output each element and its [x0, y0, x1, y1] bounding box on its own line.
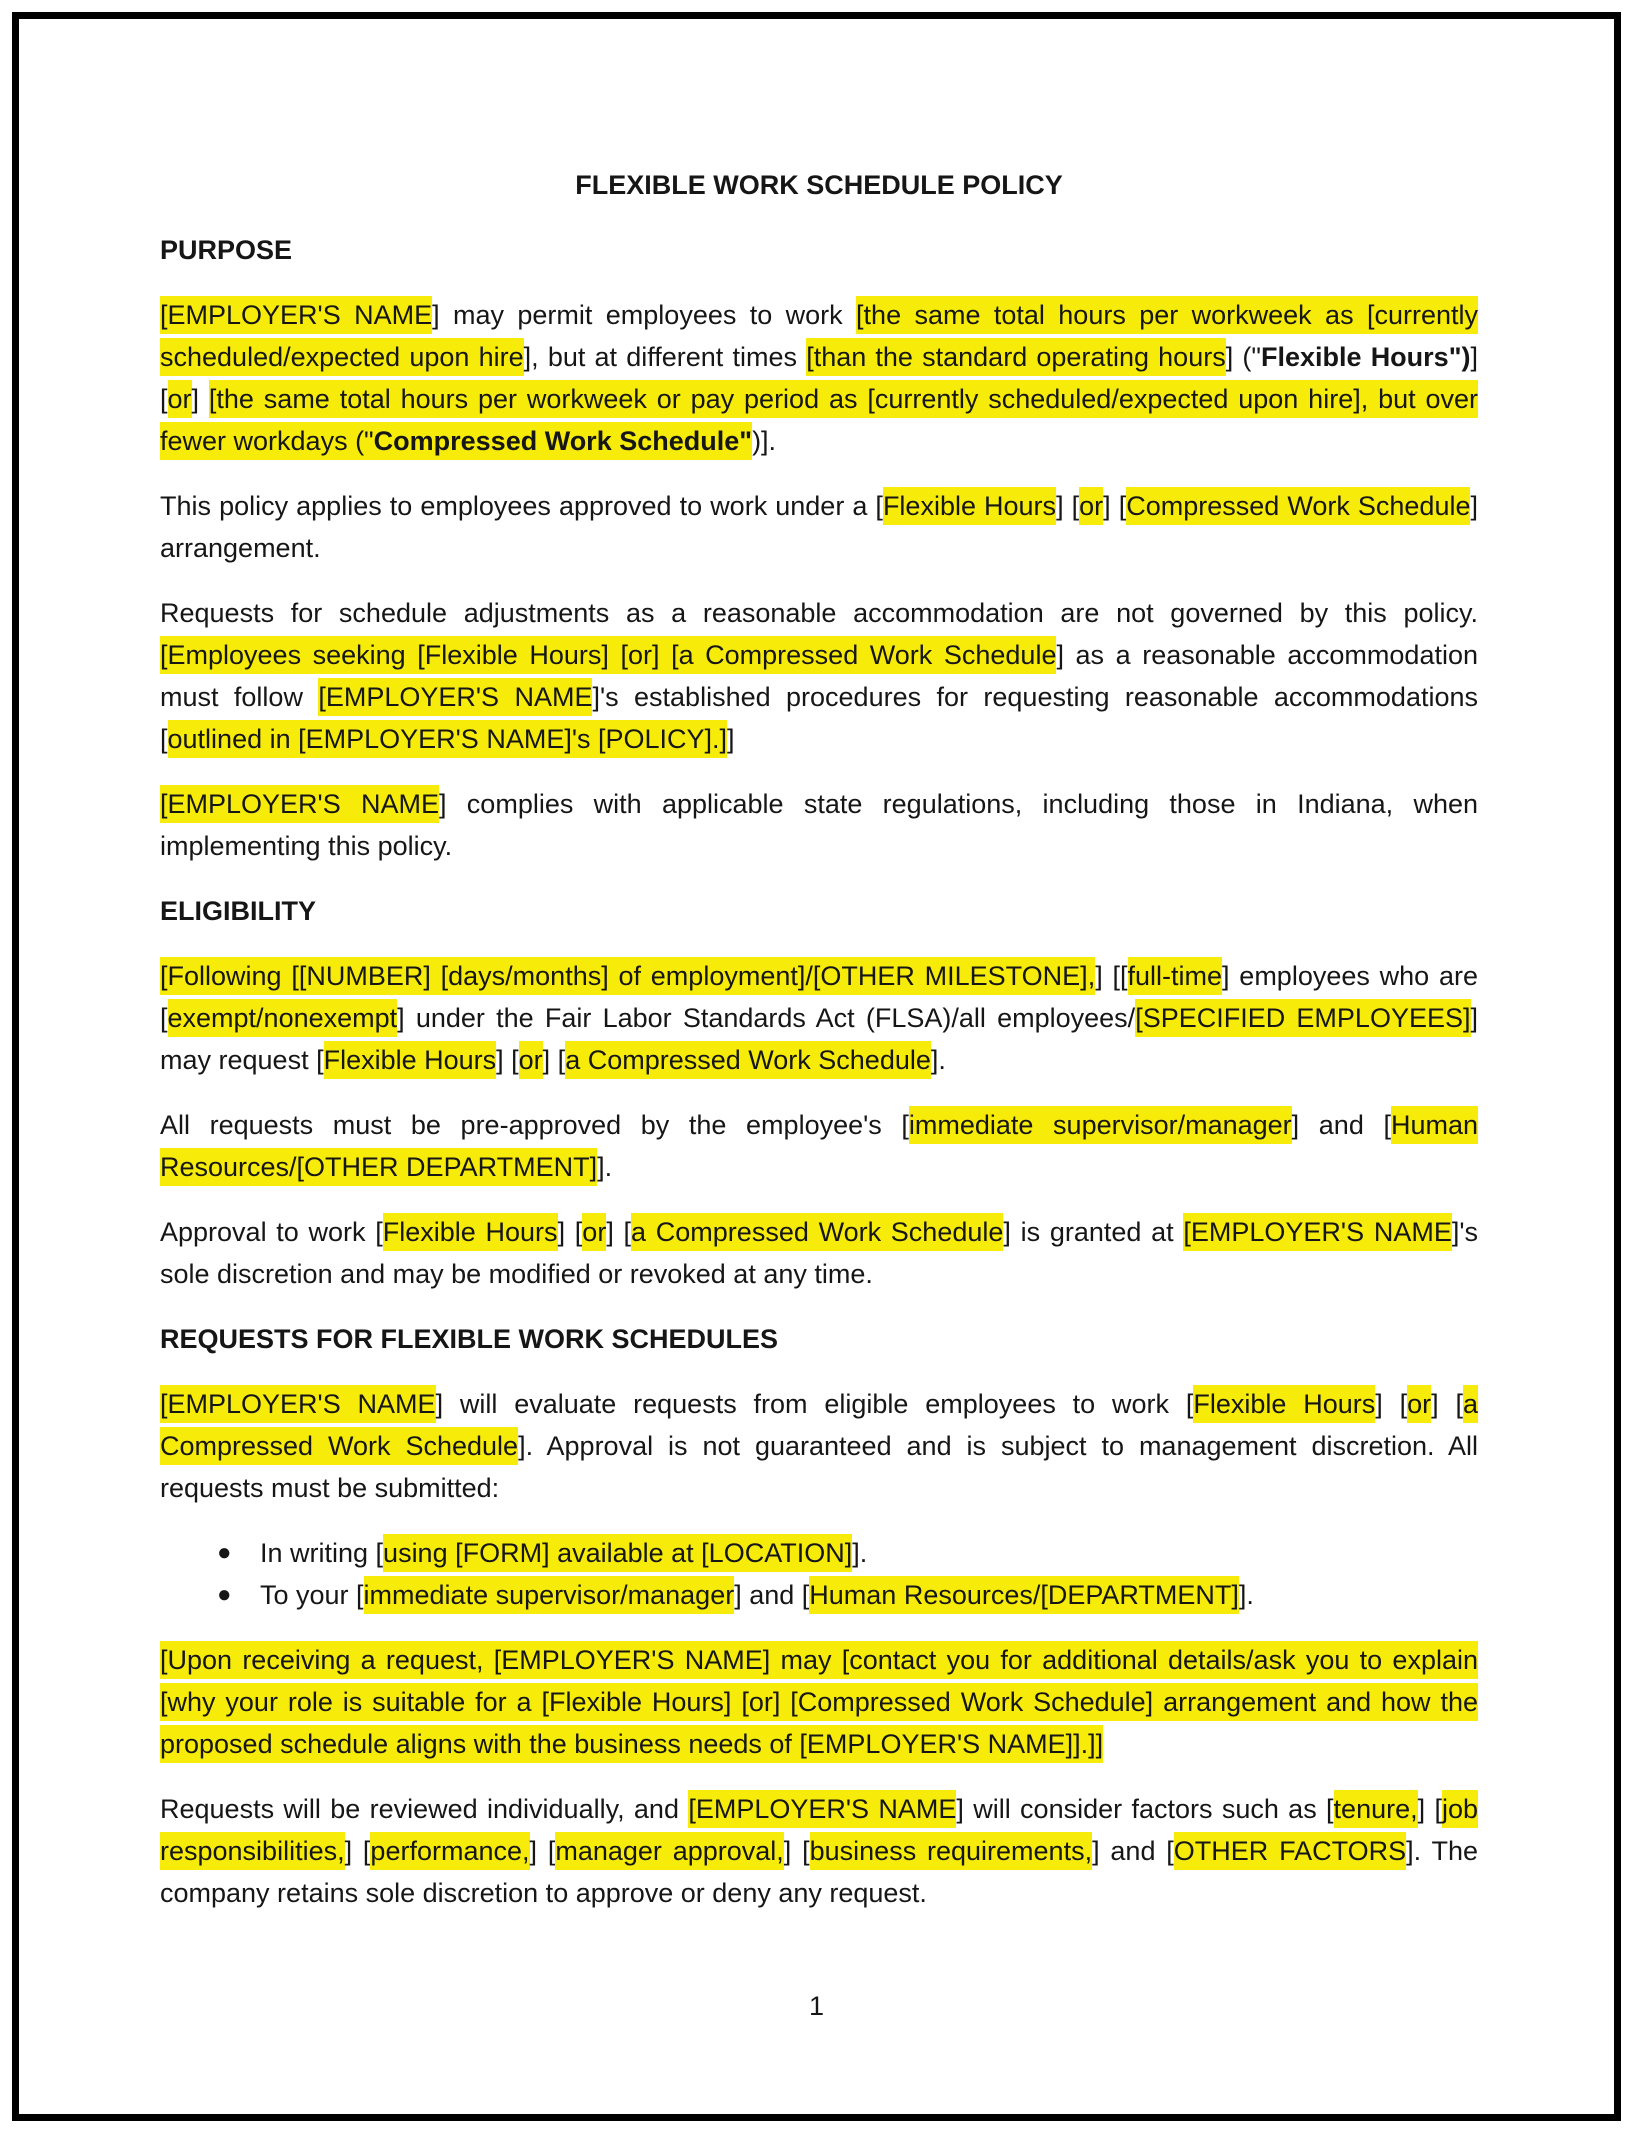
highlight-run: or: [582, 1213, 606, 1251]
text-run: ] will evaluate requests from eligible employees to work [: [435, 1389, 1194, 1419]
bullet-item: [160, 1574, 1478, 1616]
highlight-run: [EMPLOYER'S NAME: [318, 678, 592, 716]
text-run: ] [: [1375, 1389, 1408, 1419]
text-run: ] [: [542, 1045, 566, 1075]
text-run: ]'s sole discretion and may be modified or revoked at any time.: [160, 1217, 1478, 1289]
highlight-run: exempt/nonexempt: [168, 999, 398, 1037]
paragraph: [160, 1383, 1478, 1509]
text-run: ] [: [496, 1045, 519, 1075]
highlight-run: or: [1407, 1385, 1431, 1423]
highlight-run: a Compressed Work Schedule: [631, 1213, 1003, 1251]
text-run: ] [: [783, 1836, 810, 1866]
highlight-run: performance,: [370, 1832, 529, 1870]
highlight-run: or: [168, 380, 192, 418]
highlight-run: outlined in [EMPLOYER'S NAME]'s [POLICY].]: [168, 720, 728, 758]
highlight-run: Human Resources/[DEPARTMENT]: [809, 1576, 1239, 1614]
paragraph: [160, 1788, 1478, 1914]
highlight-run: [SPECIFIED EMPLOYEES]: [1135, 999, 1470, 1037]
highlight-run: a Compressed Work Schedule: [160, 1385, 1478, 1465]
text-run: ] [: [160, 342, 1479, 414]
text-run: ].: [597, 1152, 613, 1182]
text-run: ] arrangement.: [160, 491, 1478, 563]
text-run: ]. Approval is not guaranteed and is subject to management discretion. All requests must be submitted:: [160, 1431, 1479, 1503]
text-run: ] [: [344, 1836, 371, 1866]
highlight-run: [Upon receiving a request, [EMPLOYER'S NAME] may [contact you for additional details/ask you to explain [why your role is suitable for a [Flexible Hours] [or] [Compressed Work Schedule] arrangement and how the proposed schedule aligns with the business needs of [EMPLOYER'S NAME]].]]: [160, 1641, 1478, 1763]
text-run: )].: [752, 426, 777, 456]
paragraph: [160, 1639, 1478, 1765]
text-run: ] under the Fair Labor Standards Act (FLSA)/all employees/: [397, 1003, 1136, 1033]
highlight-run: or: [1079, 487, 1103, 525]
highlight-run: [EMPLOYER'S NAME: [160, 296, 432, 334]
highlight-run: full-time: [1128, 957, 1223, 995]
document-body: [160, 229, 1478, 1914]
highlight-run: immediate supervisor/manager: [364, 1576, 735, 1614]
highlight-run: immediate supervisor/manager: [909, 1106, 1292, 1144]
text-run: ] employees who are [: [160, 961, 1478, 1033]
text-run: ] may permit employees to work: [432, 300, 857, 330]
highlight-run: Flexible Hours: [883, 487, 1056, 525]
text-run: ] and [: [1092, 1836, 1174, 1866]
bullet-item: [160, 1532, 1478, 1574]
text-run: ] [: [557, 1217, 583, 1247]
highlight-run: job responsibilities,: [160, 1790, 1478, 1870]
text-run: ] [: [606, 1217, 632, 1247]
text-run: ] and [: [1291, 1110, 1391, 1140]
text-run: Flexible Hours"): [1260, 342, 1471, 372]
highlight-run: manager approval,: [555, 1832, 783, 1870]
section-heading: ELIGIBILITY: [160, 896, 317, 926]
paragraph: [160, 955, 1478, 1081]
text-run: This policy applies to employees approved to work under a [: [160, 491, 883, 521]
text-run: ] is granted at: [1003, 1217, 1184, 1247]
highlight-run: [EMPLOYER'S NAME: [1183, 1213, 1451, 1251]
highlight-run: using [FORM] available at [LOCATION]: [383, 1534, 852, 1572]
text-run: ] may request [: [160, 1003, 1479, 1075]
section-heading: PURPOSE: [160, 235, 293, 265]
highlight-run: Human Resources/[OTHER DEPARTMENT]: [160, 1106, 1478, 1186]
highlight-run: Flexible Hours: [324, 1041, 497, 1079]
text-run: ] [[: [1095, 961, 1128, 991]
page-number: 1: [808, 1991, 825, 2021]
text-run: To your [: [260, 1580, 364, 1610]
document-title: FLEXIBLE WORK SCHEDULE POLICY: [575, 170, 1063, 200]
paragraph: [160, 1211, 1478, 1295]
text-run: ]. The company retains sole discretion to approve or deny any request.: [160, 1836, 1478, 1908]
bullet-list: [160, 1532, 1478, 1616]
text-run: Requests for schedule adjustments as a reasonable accommodation are not governed by this policy.: [160, 598, 1478, 628]
text-run: Requests will be reviewed individually, and: [160, 1794, 689, 1824]
text-run: All requests must be pre-approved by the employee's [: [160, 1110, 909, 1140]
highlight-run: [EMPLOYER'S NAME: [160, 1385, 436, 1423]
text-run: ] (": [1225, 342, 1261, 372]
paragraph: [160, 294, 1478, 462]
paragraph: [160, 592, 1478, 760]
text-run: Approval to work [: [160, 1217, 383, 1247]
text-run: ] [: [1103, 491, 1127, 521]
text-run: ] complies with applicable state regulations, including those in Indiana, when implementing this policy.: [160, 789, 1478, 861]
text-run: ] [: [1431, 1389, 1463, 1419]
text-run: ] [: [529, 1836, 556, 1866]
text-run: ].: [930, 1045, 946, 1075]
text-run: In writing [: [260, 1538, 384, 1568]
highlight-run: a Compressed Work Schedule: [565, 1041, 931, 1079]
text-run: ] as a reasonable accommodation must follow: [160, 640, 1478, 712]
highlight-run: tenure,: [1334, 1790, 1418, 1828]
text-run: ]: [727, 724, 735, 754]
highlight-run: OTHER FACTORS: [1174, 1832, 1406, 1870]
highlight-run: Compressed Work Schedule": [374, 422, 752, 460]
highlight-run: [the same total hours per workweek as [currently scheduled/expected upon hire: [160, 296, 1478, 376]
text-run: ] will consider factors such as [: [956, 1794, 1334, 1824]
document-content: [160, 164, 1478, 1937]
highlight-run: Flexible Hours: [1193, 1385, 1375, 1423]
text-run: ]: [191, 384, 209, 414]
highlight-run: [EMPLOYER'S NAME: [688, 1790, 956, 1828]
text-run: ].: [1238, 1580, 1254, 1610]
highlight-run: or: [519, 1041, 543, 1079]
text-run: ].: [852, 1538, 868, 1568]
highlight-run: [Employees seeking [Flexible Hours] [or] [a Compressed Work Schedule: [160, 636, 1056, 674]
text-run: ], but at different times: [523, 342, 807, 372]
highlight-run: [than the standard operating hours: [806, 338, 1226, 376]
paragraph: [160, 485, 1478, 569]
highlight-run: Compressed Work Schedule: [1126, 487, 1470, 525]
section-heading: REQUESTS FOR FLEXIBLE WORK SCHEDULES: [160, 1324, 779, 1354]
text-run: ] [: [1056, 491, 1080, 521]
bullet-icon: ●: [217, 1581, 232, 1608]
highlight-run: business requirements,: [810, 1832, 1092, 1870]
paragraph: [160, 1104, 1478, 1188]
highlight-run: [Following [[NUMBER] [days/months] of employment]/[OTHER MILESTONE],: [160, 957, 1095, 995]
highlight-run: [the same total hours per workweek or pay period as [currently scheduled/expected upon hire], but over fewer workdays (": [160, 380, 1478, 460]
bullet-icon: ●: [217, 1539, 232, 1566]
text-run: ] [: [1417, 1794, 1442, 1824]
text-run: ] and [: [734, 1580, 810, 1610]
paragraph: [160, 783, 1478, 867]
highlight-run: [EMPLOYER'S NAME: [160, 785, 439, 823]
text-run: ]'s established procedures for requesting reasonable accommodations [: [160, 682, 1478, 754]
highlight-run: Flexible Hours: [383, 1213, 558, 1251]
document-page: [12, 12, 1621, 2121]
